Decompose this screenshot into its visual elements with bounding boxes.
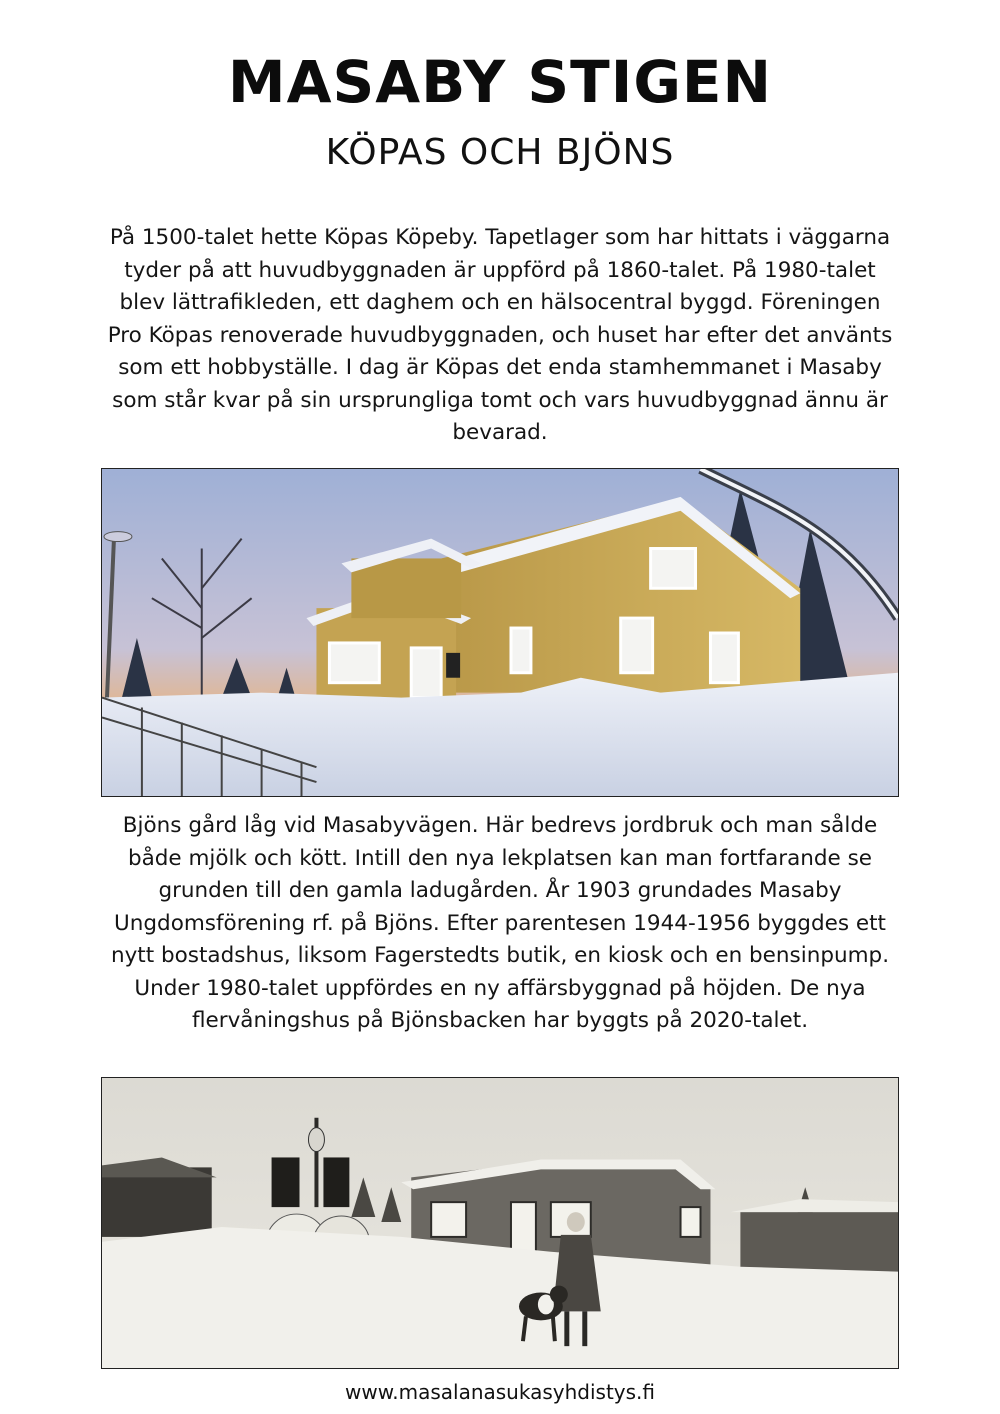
page-title: MASABY STIGEN bbox=[227, 48, 773, 116]
kopas-house-photo bbox=[101, 468, 899, 797]
bjons-historic-photo bbox=[101, 1077, 899, 1369]
kopas-paragraph: På 1500-talet hette Köpas Köpeby. Tapetlager som har hittats i väggarna tyder på att huvudbyggnaden är uppförd på 1860-talet. På 1980-talet blev lättrafikleden, ett daghem och en hälsocentral byggd. Föreningen Pro Köpas renoverade huvudbyggnaden, och huset har efter det använts som ett hobbyställe. I dag är Köpas det enda stamhemmanet i Masaby som står kvar på sin ursprungliga tomt och vars huvudbyggnad ännu är bevarad. bbox=[107, 225, 893, 445]
page-subtitle: KÖPAS OCH BJÖNS bbox=[325, 132, 675, 173]
bjons-paragraph: Bjöns gård låg vid Masabyvägen. Här bedrevs jordbruk och man sålde både mjölk och kött. Intill den nya lekplatsen kan man fortfarande se grunden till den gamla ladugården. År 1903 grundades Masaby Ungdomsförening rf. på Bjöns. Efter parentesen 1944-1956 byggdes ett nytt bostadshus, liksom Fagerstedts butik, en kiosk och en bensinpump. Under 1980-talet uppfördes en ny affärsbyggnad på höjden. De nya flervåningshus på Bjönsbacken har byggts på 2020-talet. bbox=[110, 813, 890, 1033]
website-url: www.masalanasukasyhdistys.fi bbox=[345, 1380, 655, 1404]
